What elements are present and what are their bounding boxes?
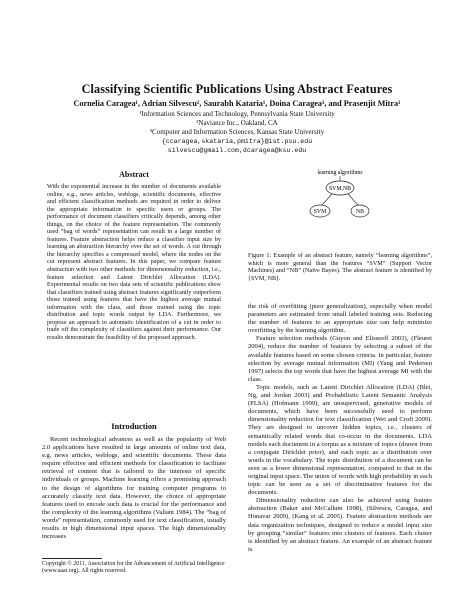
figure-1 — [248, 166, 432, 246]
figure-label-top: learning algorithms — [317, 170, 363, 176]
root-node-label: SVM,NB — [328, 186, 352, 192]
email-line-1: {ccaragea,skataria,pmitra}@ist.psu.edu — [161, 138, 313, 145]
figure-caption: Figure 1: Example of an abstract feature, namely “learning algorithms”, which is more general than the features “SVM” (Support Vector Machines) and “NB” (Naïve Bayes). The abstract feature is identified by {SVM, NB}. — [248, 252, 432, 282]
author-list: Cornelia Caragea¹, Adrian Silvescu², Saurabh Kataria¹, Doina Caragea³, and Prasenjit Mitra¹ — [73, 99, 401, 108]
abstract-text — [47, 183, 221, 341]
introduction-text — [42, 436, 226, 541]
affiliation-1: ¹Information Sciences and Technology, Pennsylvania State University — [139, 110, 335, 118]
footnote-divider — [42, 558, 102, 559]
left-node-label: SVM — [313, 209, 327, 215]
introduction-heading: Introduction — [111, 422, 157, 431]
abstraction-tree-diagram — [248, 166, 432, 246]
right-column-text — [248, 303, 432, 554]
affiliation-3: ³Computer and Information Sciences, Kansas State University — [149, 128, 325, 136]
paragraph: Dimensionality reduction can also be achieved using feature abstraction (Baker and McCallum 1998), (Silvescu, Caragea, and Honavar 2009), (Kang et al. 2005). Feature abstraction methods are data organization techniques, designed to reduce a model input size by grouping “similar” features into clusters of features. Each cluster is identified by an abstract feature. An example of an abstract feature is — [248, 497, 432, 553]
abstract-paragraph: With the exponential increase in the number of documents available online, e.g., news articles, weblogs, scientific documents, effective and efficient classification methods are required in order to deliver the appropriate information to specific users or groups. The performance of document classifiers critically depends, among other things, on the choice of the feature representation. The commonly used “bag of words” representation can result in a large number of features. Feature abstraction helps reduce a classifier input size by learning an abstraction hierarchy over the set of words. A cut through the hierarchy specifies a compressed model, where the nodes on the cut represent abstract features. In this paper, we compare feature abstraction with two other methods for dimensionality reduction, i.e., feature selection and Latent Dirichlet Allocation (LDA). Experimental results on two data sets of scientific publications show that classifiers trained using abstract features significantly outperform those trained using features that have the highest average mutual information with the class, and those trained using the topic distribution and topic words output by LDA. Furthermore, we propose an approach to automatic identification of a cut in order to trade off the complexity of classifiers against their performance. Our results demonstrate the feasibility of the proposed approach. — [47, 183, 221, 341]
paper-title: Classifying Scientific Publications Using Abstract Features — [81, 82, 393, 96]
tree-edge — [348, 194, 358, 205]
paragraph: the risk of overfitting (poor generalization), especially when model parameters are estimated from small labeled training sets. Reducing the number of features to an appropriate size can help minimize overfitting by the learning algorithm. — [248, 303, 432, 335]
paragraph: Topic models, such as Latent Dirichlet Allocation (LDA) (Blei, Ng, and Jordan 2003) and Probabilistic Latent Semantic Analysis (PLSA) (Hofmann 1999), are unsupervised, generative models of documents, which have been successfully used to perform dimensionality reduction for text classification (Wei and Croft 2009). They are designed to uncover hidden topics, i.e., clusters of semantically related words that co-occur in the documents. LDA models each document in a corpus as a mixture of topics (drawn from a conjugate Dirichlet prior), and each topic as a distribution over words in the vocabulary. The topic distribution of a document can be seen as a lower dimensional representation, compared to that in the original input space. The union of words with high probability in each topic can be seen as a set of discriminative features for the documents. — [248, 383, 432, 497]
abstract-heading: Abstract — [119, 170, 149, 179]
affiliation-2: ²Naviance Inc., Oakland, CA — [196, 119, 278, 127]
paragraph: Feature selection methods (Guyon and Elisseeff 2003), (Fleuret 2004), reduce the number of features by selecting a subset of the available features based on some chosen criteria. In particular, feature selection by average mutual information (MI) (Yang and Pedersen 1997) selects the top words that have the highest average MI with the class. — [248, 335, 432, 383]
right-node-label: NB — [355, 209, 365, 215]
tree-edge — [322, 194, 332, 205]
email-line-2: silvescu@gmail.com,dcaragea@ksu.edu — [167, 147, 307, 154]
intro-paragraph: Recent technological advances as well as the popularity of Web 2.0 applications have resulted in large amounts of online text data, e.g. news articles, weblogs, and scientific documents. These data require effective and efficient methods for classification to facilitate retrieval of content that is tailored to the interests of specific individuals or groups. Machine learning offers a promising approach to the design of algorithms for training computer programs to accurately classify text data. However, the choice of appropriate features used to encode such data is crucial for the performance and the complexity of the learning algorithms (Valiant 1984). The “bag of words” representation, commonly used for text classification, usually results in high dimensional input spaces. The high dimensionality increases — [42, 436, 226, 541]
copyright-notice: Copyright © 2011, Association for the Advancement of Artificial Intelligence (www.aaai.org). All rights reserved. — [42, 561, 225, 575]
